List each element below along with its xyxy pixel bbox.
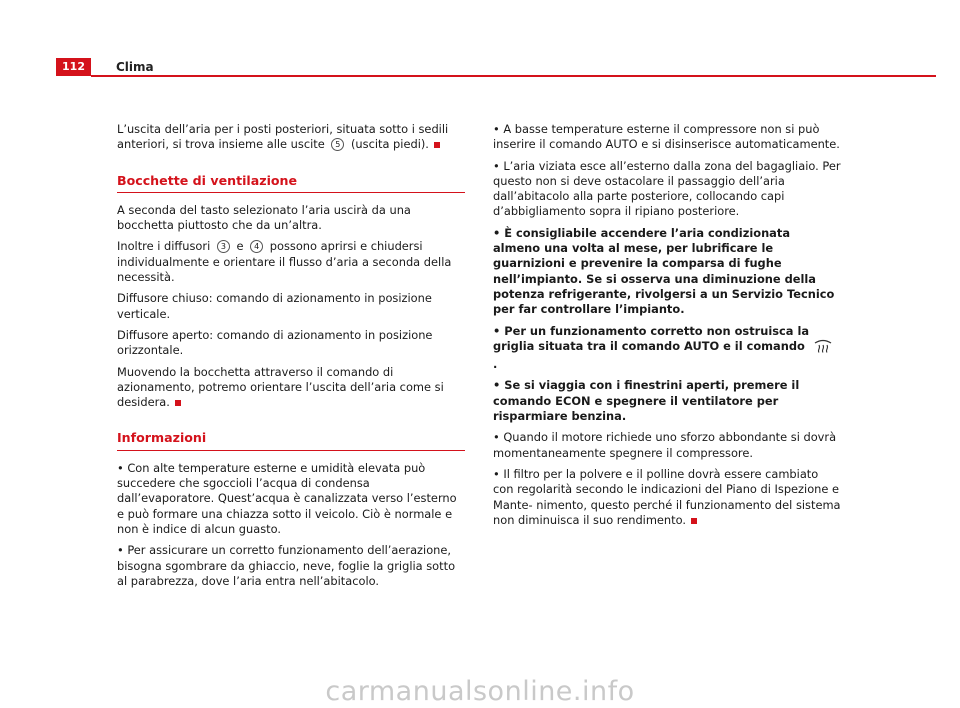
callout-4-icon: 4 xyxy=(250,240,263,253)
defrost-icon xyxy=(813,339,833,357)
paragraph: • Quando il motore richiede uno sforzo abbondante si dovrà momentaneamente spegnere il compressore. xyxy=(493,430,837,460)
callout-5-icon: 5 xyxy=(331,138,344,151)
paragraph: Diffusore aperto: comando di azionamento in posizione orizzontale. xyxy=(117,327,433,358)
paragraph: • Il filtro per la polvere e il polline dovrà essere cambiato con regolarità secondo le indicazioni del Piano di Ispezione e Mante- nimento, questo perché il funzionamento del sistema non diminuisca il suo rendimento. xyxy=(493,466,841,527)
page-header xyxy=(56,58,936,78)
end-of-section-icon xyxy=(175,400,181,406)
bold-paragraph: • Per un funzionamento corretto non ostruisca la griglia situata tra il comando AUTO e il comando . xyxy=(493,324,841,373)
paragraph: • Con alte temperature esterne e umidità elevata può succedere che sgoccioli l’acqua di condensa dall’evaporatore. Quest’acqua è canalizzata verso l’esterno e può formare una chiazza sotto il veicolo. Ciò è normale e non è indice di alcun guasto. xyxy=(117,460,457,536)
paragraph: Inoltre i diffusori 3 e 4 possono aprirsi e chiudersi individualmente e orientare il flusso d’aria a seconda della necessità. xyxy=(117,239,452,285)
callout-3-icon: 3 xyxy=(217,240,230,253)
bold-paragraph: • Se si viaggia con i finestrini aperti, premere il comando ECON e spegnere il ventilatore per risparmiare benzina. xyxy=(493,378,800,424)
paragraph: A seconda del tasto selezionato l’aria uscirà da una bocchetta piuttosto che da un’altra. xyxy=(117,202,411,233)
paragraph: Diffusore chiuso: comando di azionamento in posizione verticale. xyxy=(117,291,432,321)
intro-paragraph: L’uscita dell’aria per i posti posteriori, situata sotto i sedili anteriori, si trova insieme alle uscite 5 (uscita piedi). xyxy=(117,122,449,152)
page-number: 112 xyxy=(56,58,91,76)
end-of-section-icon xyxy=(691,518,697,524)
watermark: carmanualsonline.info xyxy=(325,676,635,707)
chapter-title: Clima xyxy=(116,60,154,74)
paragraph: • L’aria viziata esce all’esterno dalla zona del bagagliaio. Per questo non si deve ostacolare il passaggio dell’aria dall’abitacolo alla parte posteriore, collocando capi d’abbigliamento sopra il ripiano posteriore. xyxy=(493,158,841,219)
header-divider xyxy=(91,75,936,77)
paragraph: • Per assicurare un corretto funzionamento dell’aerazione, bisogna sgombrare da ghiaccio, neve, foglie la griglia sotto al parabrezza, dove l’aria entra nell’abitacolo. xyxy=(117,543,456,588)
right-column xyxy=(493,122,841,534)
paragraph: • A basse temperature esterne il compressore non si può inserire il comando AUTO e si disinserisce automaticamente. xyxy=(493,122,840,152)
left-column xyxy=(117,122,465,595)
bold-paragraph: • È consigliabile accendere l’aria condizionata almeno una volta al mese, per lubrificare le guarnizioni e prevenire la comparsa di fughe nell’impianto. Se si osserva una diminuzione della potenza refrigerante, rivolgersi a un Servizio Tecnico per far controllare l’impianto. xyxy=(493,225,835,317)
end-of-section-icon xyxy=(434,142,440,148)
paragraph: Muovendo la bocchetta attraverso il comando di azionamento, potremo orientare l’uscita dell’aria come si desidera. xyxy=(117,364,444,410)
section-heading-informazioni: Informazioni xyxy=(117,430,465,450)
section-heading-bocchette: Bocchette di ventilazione xyxy=(117,173,465,193)
